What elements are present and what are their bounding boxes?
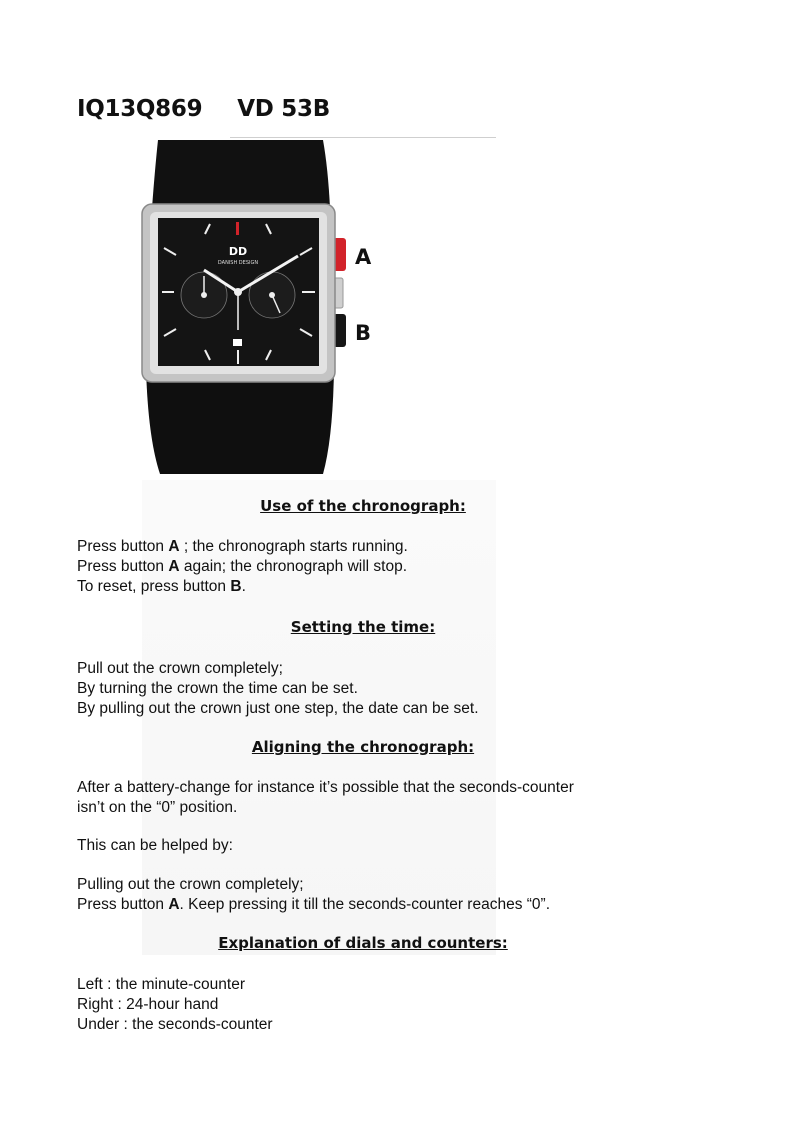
align-intro: [77, 778, 574, 818]
time-instructions: [77, 659, 479, 718]
product-code: IQ13Q869: [77, 96, 203, 122]
button-a-label: A: [355, 245, 372, 269]
list-item: Right : 24-hour hand: [77, 995, 219, 1013]
watch-strap-bottom: [146, 368, 334, 474]
instruction-line: Pulling out the crown completely;: [77, 876, 304, 893]
instruction-line: Press button A again; the chronograph will stop.: [77, 557, 408, 575]
brand-logo: DD: [228, 245, 248, 258]
instruction-line: Pull out the crown completely;: [77, 660, 283, 677]
align-helped: This can be helped by:: [77, 837, 233, 854]
chronograph-heading: Use of the chronograph:: [260, 497, 466, 515]
instruction-line: To reset, press button B.: [77, 577, 246, 595]
align-heading: Aligning the chronograph:: [251, 738, 475, 756]
page-title: [77, 96, 330, 122]
watch-strap-top: [152, 140, 330, 208]
instruction-line: By turning the crown the time can be set.: [77, 679, 358, 697]
instruction-line: isn’t on the “0” position.: [77, 798, 238, 816]
instruction-line: By pulling out the crown just one step, the date can be set.: [77, 699, 479, 717]
align-steps: [77, 875, 550, 915]
list-item: Under : the seconds-counter: [77, 1015, 273, 1033]
brand-name: DANISH DESIGN: [217, 260, 259, 266]
watch-image: [140, 138, 360, 480]
time-heading: Setting the time:: [290, 618, 436, 636]
dials-list: [77, 975, 273, 1034]
instruction-line: Press button A. Keep pressing it till the seconds-counter reaches “0”.: [77, 895, 550, 913]
chronograph-instructions: [77, 537, 408, 596]
list-item: Left : the minute-counter: [77, 976, 246, 993]
instruction-line: Press button A ; the chronograph starts running.: [77, 538, 408, 555]
button-b-label: B: [355, 321, 372, 345]
model-number: VD 53B: [237, 96, 330, 122]
date-window: [233, 339, 242, 346]
instruction-line: After a battery-change for instance it’s possible that the seconds-counter: [77, 779, 574, 796]
dials-heading: Explanation of dials and counters:: [218, 934, 508, 952]
